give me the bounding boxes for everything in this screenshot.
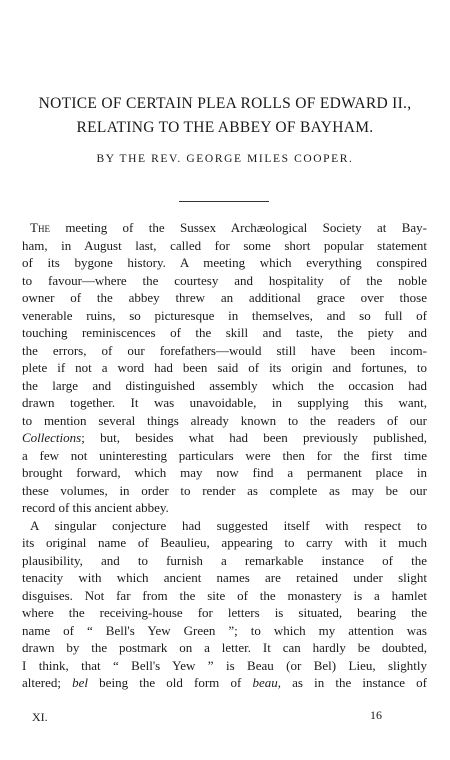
body-line bbox=[22, 674, 427, 692]
line-rest: meeting of the Sussex Archæological Society at Bay- bbox=[49, 220, 427, 235]
body-line: of its bygone history. A meeting which everything conspired bbox=[22, 255, 427, 270]
body-line: to favour—where the courtesy and hospitality of the noble bbox=[22, 272, 427, 288]
body-line bbox=[22, 429, 427, 447]
article-body bbox=[22, 219, 427, 692]
body-line: plete if not a word had been said of its origin and fortunes, to bbox=[22, 360, 427, 375]
page-footer bbox=[0, 710, 450, 730]
body-line: ham, in August last, called for some short popular statement bbox=[22, 237, 427, 253]
body-line: name of “ Bell's Yew Green ”; to which my attention was bbox=[22, 622, 427, 638]
body-line: A singular conjecture had suggested itself with respect to bbox=[30, 517, 427, 533]
body-line: brought forward, which may now find a permanent place in bbox=[22, 465, 427, 480]
line-segment: , as in the instance of bbox=[277, 675, 427, 690]
body-line: drawn together. It was unavoidable, in supplying this want, bbox=[22, 395, 427, 410]
body-line: owner of the abbey threw an additional grace over those bbox=[22, 290, 427, 305]
article-title-line-2: RELATING TO THE ABBEY OF BAYHAM. bbox=[76, 119, 374, 136]
body-line: the large and distinguished assembly which the occasion had bbox=[22, 377, 427, 393]
body-line: its original name of Beaulieu, appearing to carry with it much bbox=[22, 535, 427, 550]
article-title-line-1: NOTICE OF CERTAIN PLEA ROLLS OF EDWARD II., bbox=[38, 95, 412, 112]
article-byline: BY THE REV. GEORGE MILES COOPER. bbox=[96, 153, 354, 165]
line-segment: altered; bbox=[22, 675, 73, 690]
italic-collections: Collections bbox=[22, 430, 82, 445]
body-line: disguises. Not far from the site of the monastery is a hamlet bbox=[22, 587, 427, 603]
body-line: tenacity with which ancient names are retained under slight bbox=[22, 570, 427, 585]
title-divider bbox=[179, 201, 269, 202]
body-line: a few not uninteresting particulars were then for the first time bbox=[22, 447, 427, 463]
body-line bbox=[22, 219, 427, 237]
body-line: drawn by the postmark on a letter. It can hardly be doubted, bbox=[22, 640, 427, 655]
body-line: record of this ancient abbey. bbox=[22, 500, 169, 515]
body-line: I think, that “ Bell's Yew ” is Beau (or Bel) Lieu, slightly bbox=[22, 657, 427, 673]
italic-word: bel bbox=[72, 675, 89, 690]
body-line: plausibility, and to furnish a remarkable instance of the bbox=[22, 552, 427, 568]
body-line: touching reminiscences of the skill and taste, the piety and bbox=[22, 325, 427, 340]
line-segment: being the old form of bbox=[88, 675, 253, 690]
body-line: the errors, of our forefathers—would still have been incom- bbox=[22, 342, 427, 358]
body-line: where the receiving-house for letters is situated, bearing the bbox=[22, 605, 427, 620]
drop-word: The bbox=[30, 220, 50, 235]
body-line: venerable ruins, so picturesque in themselves, and so full of bbox=[22, 307, 427, 323]
body-line: to mention several things already known to the readers of our bbox=[22, 412, 427, 428]
signature-mark: XI. bbox=[32, 710, 48, 724]
body-line: these volumes, in order to render as complete as may be our bbox=[22, 482, 427, 498]
line-rest: ; but, besides what had been previously published, bbox=[81, 430, 427, 445]
italic-word: beau bbox=[252, 675, 278, 690]
page-number: 16 bbox=[370, 708, 382, 722]
